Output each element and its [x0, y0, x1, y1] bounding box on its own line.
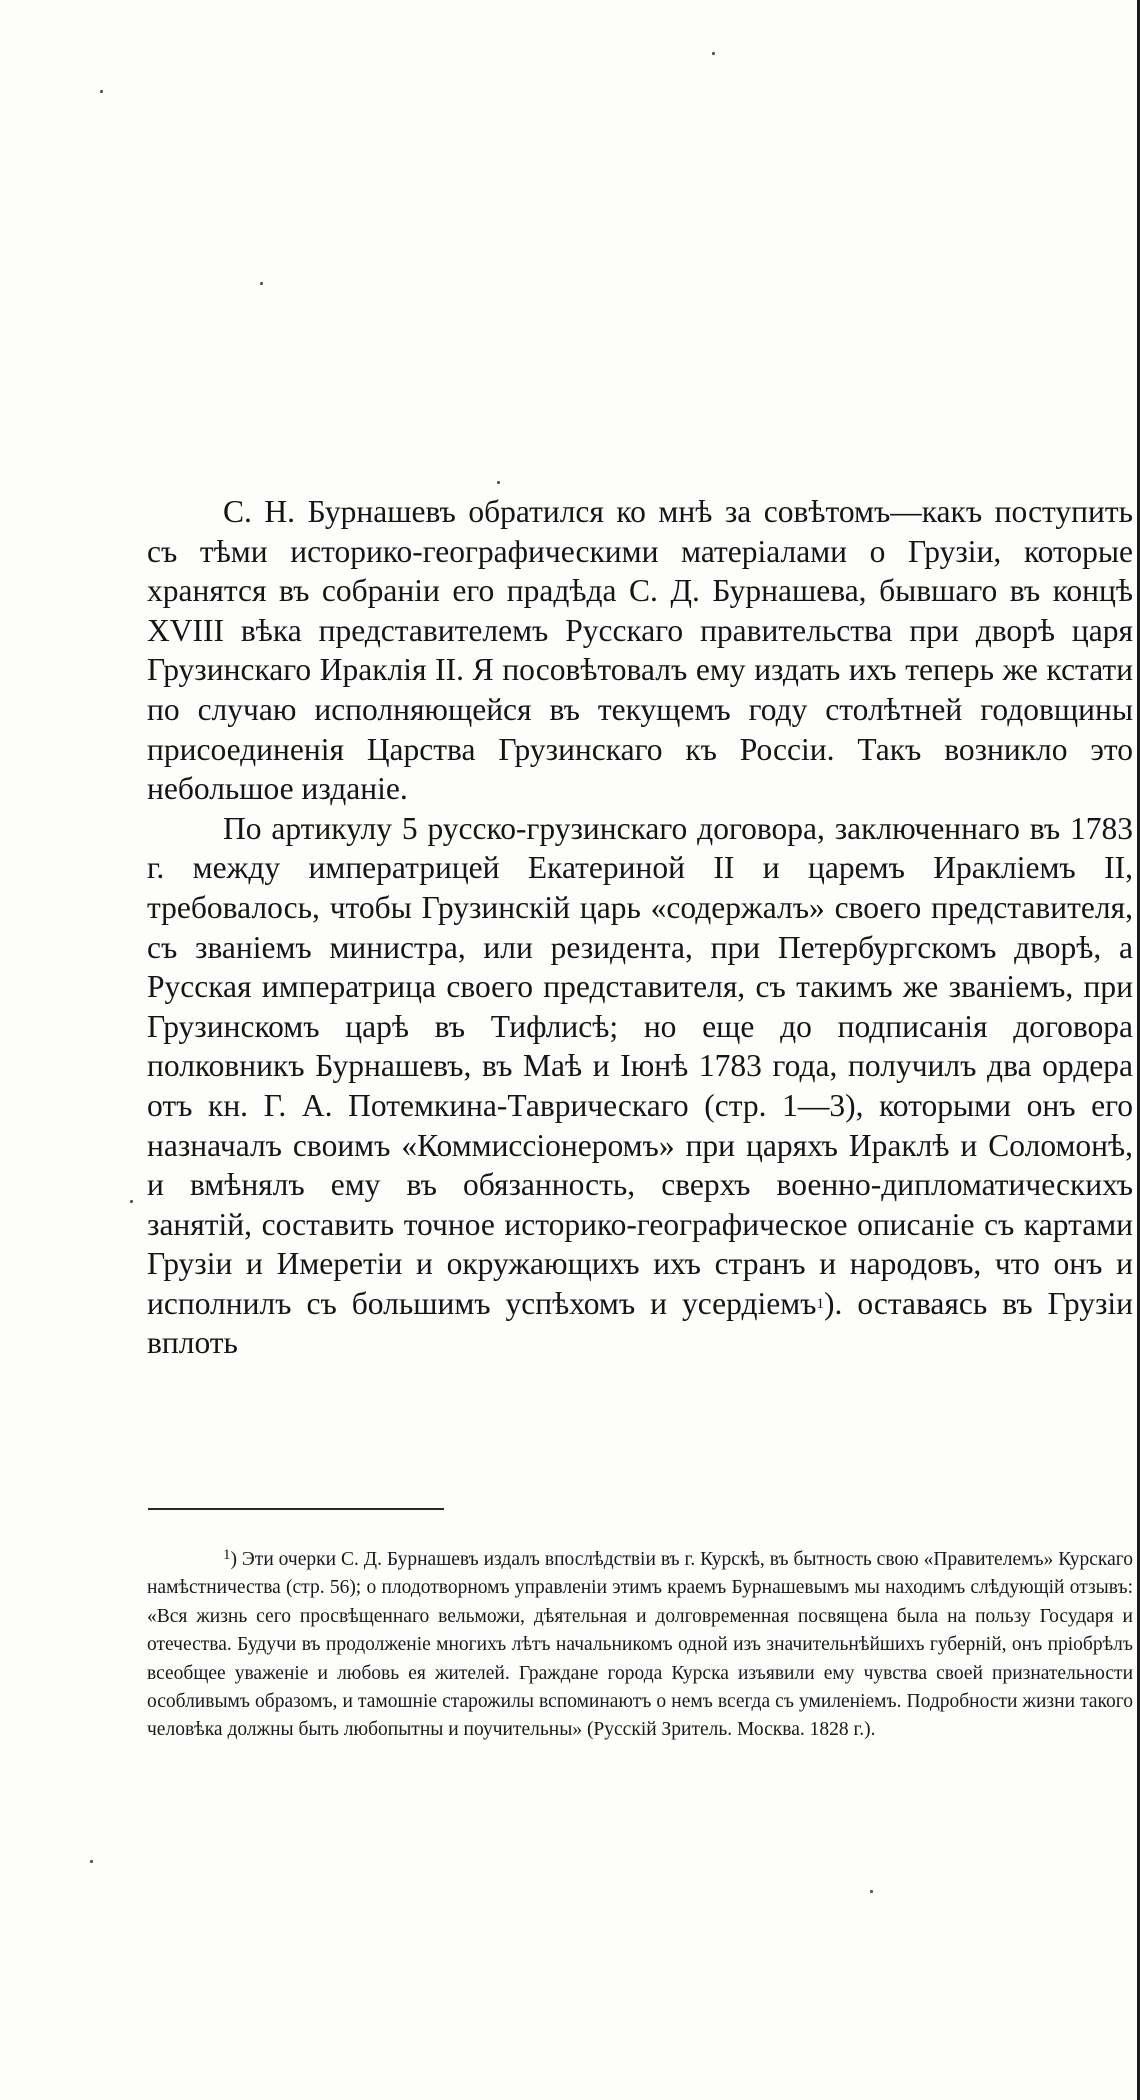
footnote-separator: [148, 1508, 444, 1510]
scan-speck: [497, 481, 500, 484]
footnote-block: [147, 1546, 1133, 1745]
scan-speck: [130, 1200, 133, 1203]
scan-speck: [870, 1890, 873, 1893]
paragraph-2: [147, 809, 1133, 1363]
scan-speck: [100, 90, 103, 93]
scan-speck: [260, 282, 263, 285]
footnote-1: [147, 1546, 1133, 1745]
paragraph-2-body: По артикулу 5 русско-грузинскаго договора, заключеннаго въ 1783 г. между императрицей Екатериной II и царемъ Иракліемъ II, требовалось, чтобы Грузинскій царь «содержалъ» своего представителя, съ званіемъ министра, или резидента, при Петербургскомъ дворѣ, а Русская императрица своего представителя, съ такимъ же званіемъ, при Грузинскомъ царѣ въ Тифлисѣ; но еще до подписанія договора полковникъ Бурнашевъ, въ Маѣ и Іюнѣ 1783 года, получилъ два ордера отъ кн. Г. А. Потемкина-Таврическаго (стр. 1—3), которыми онъ его назначалъ своимъ «Коммиссіонеромъ» при царяхъ Ираклѣ и Соломонѣ, и вмѣнялъ ему въ обязанность, сверхъ военно-дипломатическихъ занятій, составить точное историко-географическое описаніе съ картами Грузіи и Имеретіи и окружающихъ ихъ странъ и народовъ, что онъ и исполнилъ съ большимъ успѣхомъ и усердіемъ: [147, 810, 1133, 1321]
paragraph-2-tail: ). оставаясь въ Грузіи вплоть: [147, 1285, 1133, 1361]
scan-speck: [90, 1860, 93, 1863]
footnote-text: ) Эти очерки С. Д. Бурнашевъ издалъ впослѣдствіи въ г. Курскѣ, въ бытность свою «Правителемъ» Курскаго намѣстничества (стр. 56); о плодотворномъ управленіи этимъ краемъ Бурнашевымъ мы находимъ слѣдующій отзывъ: «Вся жизнь сего просвѣщеннаго вельможи, дѣятельная и долговременная посвящена была на пользу Государя и отечества. Будучи въ продолженіе многихъ лѣтъ начальникомъ одной изъ значительнѣйшихъ губерній, онъ пріобрѣлъ всеобщее уваженіе и любовь ея жителей. Граждане города Курска изъявили ему чувства своей признательности особливымъ образомъ, и тамошніе старожилы вспоминаютъ о немъ всегда съ умиленіемъ. Подробности жизни такого человѣка должны быть любопытны и поучительны» (Русскій Зритель. Москва. 1828 г.).: [147, 1549, 1133, 1741]
scan-speck: [712, 52, 715, 55]
main-text-block: [147, 492, 1133, 1363]
paragraph-1: С. Н. Бурнашевъ обратился ко мнѣ за совѣтомъ—какъ поступить съ тѣми историко-географическими матеріалами о Грузіи, которые хранятся въ собраніи его прадѣда С. Д. Бурнашева, бывшаго въ концѣ XVIII вѣка представителемъ Русскаго правительства при дворѣ царя Грузинскаго Ираклія II. Я посовѣтовалъ ему издать ихъ теперь же кстати по случаю исполняющейся въ текущемъ году столѣтней годовщины присоединенія Царства Грузинскаго къ Россіи. Такъ возникло это небольшое изданіе.: [147, 494, 1133, 807]
footnote-reference: 1: [816, 1295, 824, 1312]
footnote-mark: 1: [223, 1547, 231, 1563]
